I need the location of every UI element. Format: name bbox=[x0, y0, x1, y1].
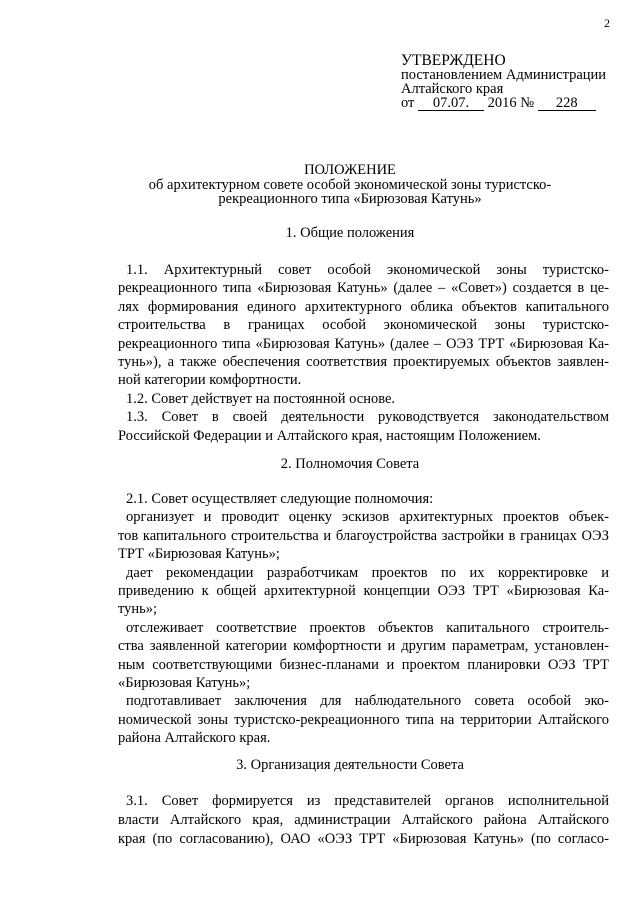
s2-item4-line: номической зоны туристско-рекреационного типа на территории Алтайского bbox=[118, 711, 609, 728]
s2-item3-line: «Бирюзовая Катунь»; bbox=[118, 675, 251, 692]
s1-p1-line: тунь»), а также обеспечения соответствия проектируемых объектов заявлен- bbox=[118, 354, 609, 371]
s2-item1-line: ТРТ «Бирюзовая Катунь»; bbox=[118, 546, 280, 563]
s1-p1-line: лях формирования единого архитектурного облика объектов капитального bbox=[118, 298, 609, 315]
s2-item4-line: района Алтайского края. bbox=[118, 730, 271, 747]
s2-intro: 2.1. Совет осуществляет следующие полномочия: bbox=[126, 491, 434, 507]
approval-date-line bbox=[401, 96, 627, 111]
s2-item3-line: отслеживает соответствие проектов объектов капитального строитель- bbox=[126, 619, 609, 636]
approval-line-2: Алтайского края bbox=[401, 81, 504, 97]
approval-line-1: постановлением Администрации bbox=[401, 67, 607, 83]
s1-p1-line: строительства в границах особой экономической зоны туристско- bbox=[118, 317, 609, 334]
s1-p2: 1.2. Совет действует на постоянной основе. bbox=[126, 390, 396, 407]
section-3-heading: 3. Организация деятельности Совета bbox=[236, 757, 464, 773]
section-1-body bbox=[118, 261, 609, 445]
s3-p1-line: власти Алтайского края, администрации Алтайского района Алтайского bbox=[118, 812, 609, 828]
section-2-body bbox=[118, 490, 609, 748]
s2-item2-line: тунь»; bbox=[118, 601, 158, 618]
s2-item1-line: организует и проводит оценку эскизов архитектурных проектов объек- bbox=[126, 509, 609, 526]
approval-number: 228 bbox=[538, 97, 596, 111]
s2-item3-line: ства заявленной категории комфортности и другим параметрам, установлен- bbox=[118, 638, 609, 655]
s1-p1-line: рекреационного типа «Бирюзовая Катунь» (далее – ОЭЗ ТРТ «Бирюзовая Ка- bbox=[118, 335, 609, 352]
title-line-2: об архитектурном совете особой экономической зоны туристско- bbox=[148, 176, 552, 193]
s3-p1-line: края (по согласованию), ОАО «ОЭЗ ТРТ «Бирюзовая Катунь» (по согласо- bbox=[118, 831, 609, 847]
s3-p1-line: 3.1. Совет формируется из представителей органов исполнительной bbox=[126, 793, 609, 809]
page-number: 2 bbox=[604, 16, 610, 30]
approval-block bbox=[401, 54, 627, 111]
document-title bbox=[120, 163, 580, 207]
s1-p3-line: Российской Федерации и Алтайского края, настоящим Положением. bbox=[118, 427, 541, 444]
s2-item2-line: приведению к общей архитектурной концепции ОЭЗ ТРТ «Бирюзовая Ка- bbox=[118, 583, 609, 600]
section-2-heading: 2. Полномочия Совета bbox=[280, 456, 420, 472]
s2-item4-line: подготавливает заключения для наблюдательного совета особой эко- bbox=[126, 693, 609, 710]
section-1-heading: 1. Общие положения bbox=[285, 225, 415, 241]
s2-item1-line: тов капитального строительства и благоустройства застройки в границах ОЭЗ bbox=[118, 527, 609, 544]
title-line-3: рекреационного типа «Бирюзовая Катунь» bbox=[218, 191, 482, 207]
s1-p1-line: рекреационного типа «Бирюзовая Катунь» (далее – «Совет») создается в це- bbox=[118, 280, 609, 297]
s1-p3-line: 1.3. Совет в своей деятельности руководствуется законодательством bbox=[126, 409, 609, 426]
date-prefix: от bbox=[401, 95, 415, 111]
s1-p1-line: ной категории комфортности. bbox=[118, 372, 302, 389]
title-line-1: ПОЛОЖЕНИЕ bbox=[304, 162, 396, 178]
year-and-number-sign: 2016 № bbox=[487, 95, 535, 111]
s2-item2-line: дает рекомендации разработчикам проектов по их корректировке и bbox=[126, 564, 609, 581]
s2-item3-line: ным соответствующими бизнес-планами и проектом планировки ОЭЗ ТРТ bbox=[118, 656, 609, 673]
s1-p1-line: 1.1. Архитектурный совет особой экономической зоны туристско- bbox=[126, 262, 609, 278]
section-3-body bbox=[118, 792, 609, 849]
approval-heading: УТВЕРЖДЕНО bbox=[401, 52, 506, 69]
approval-date: 07.07. bbox=[418, 97, 484, 111]
